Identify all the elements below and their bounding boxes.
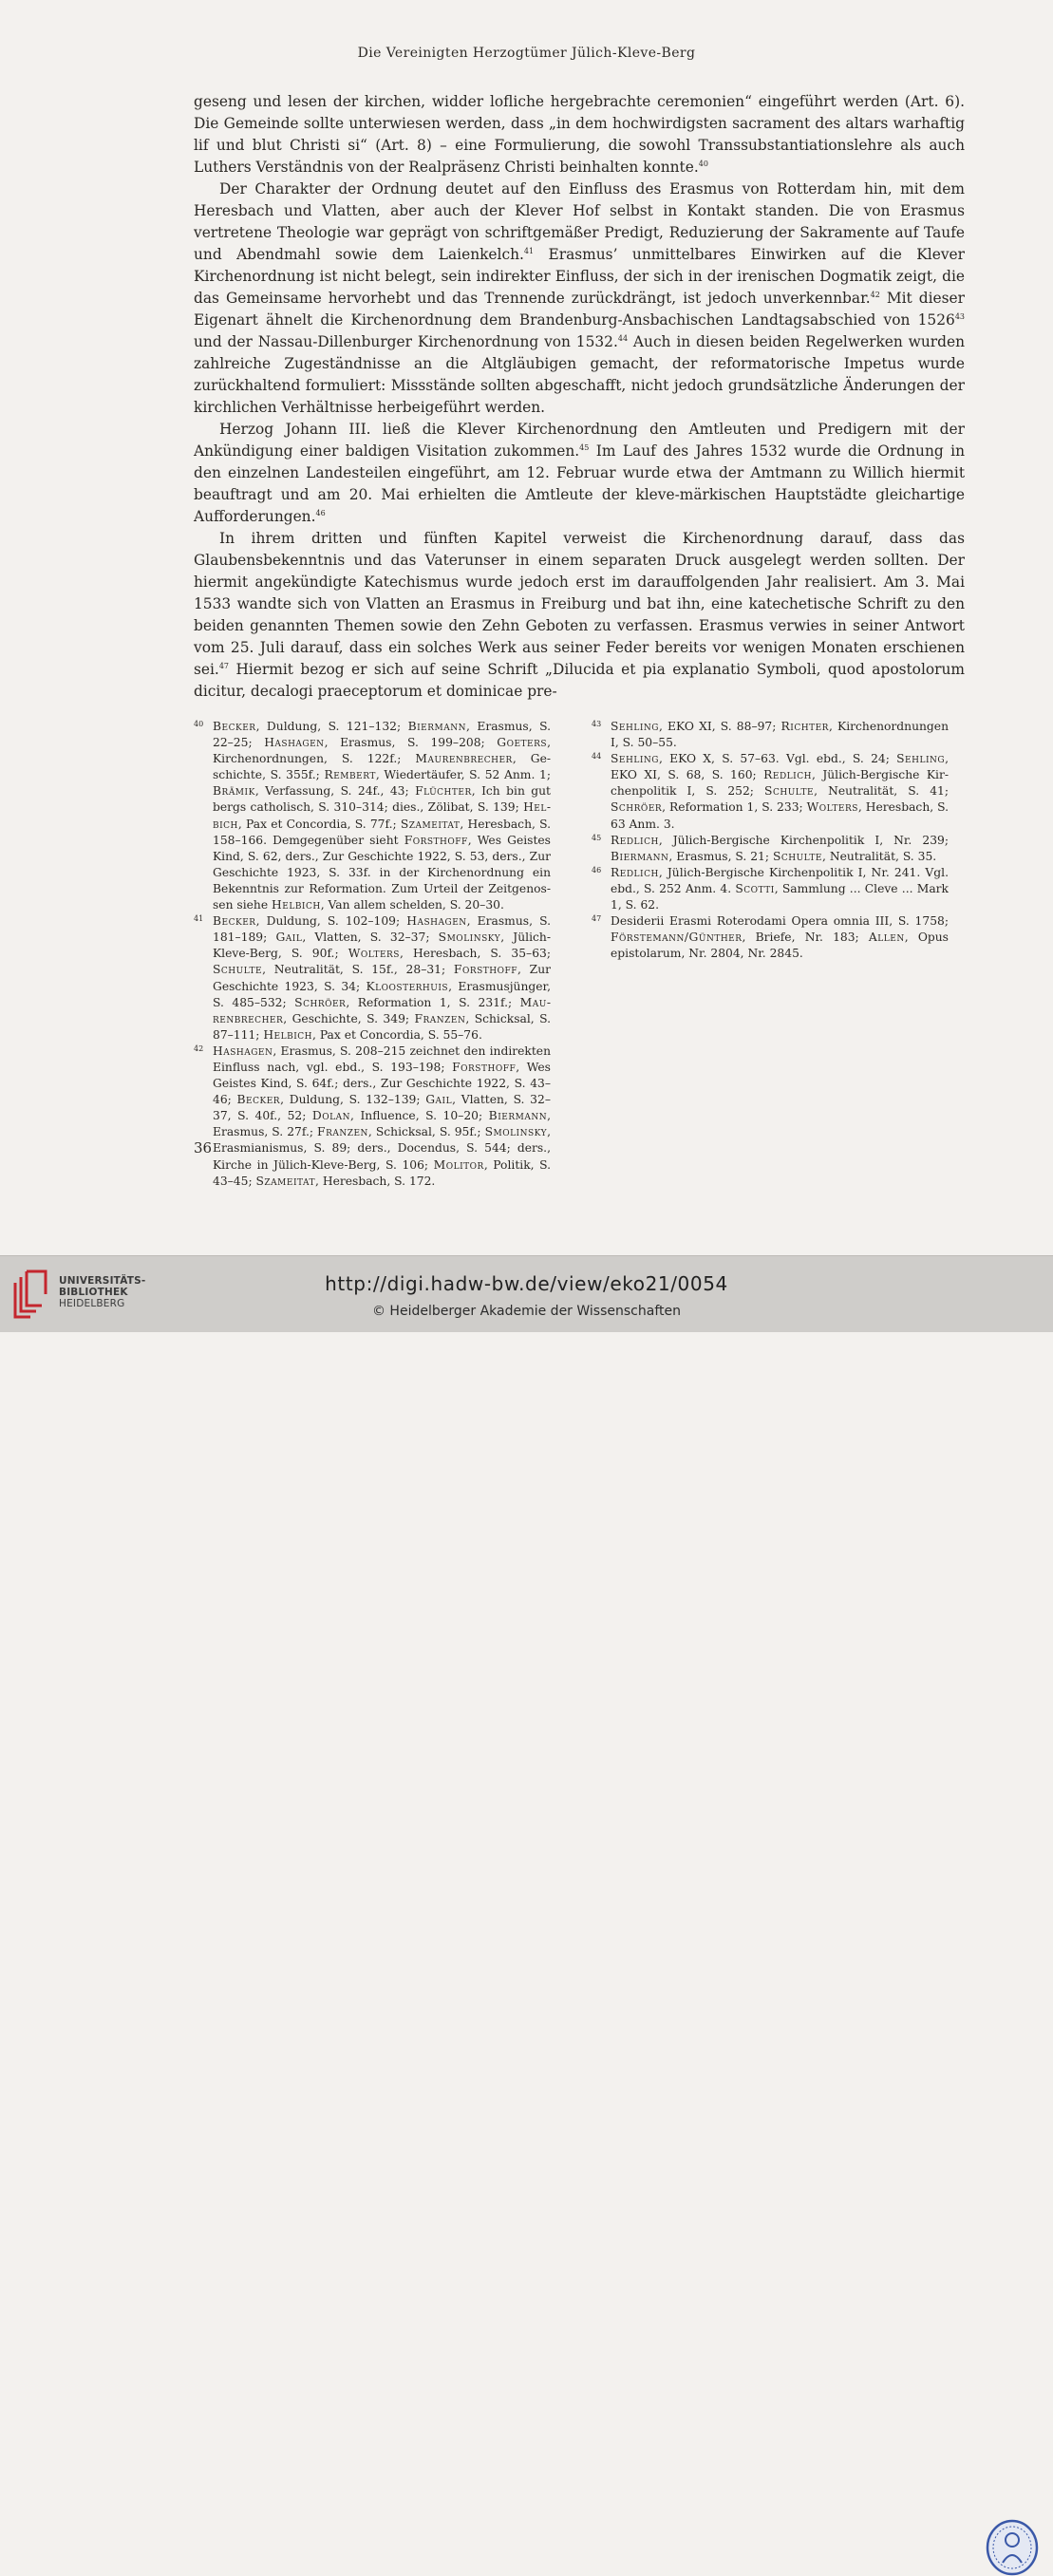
author-name: Hashagen xyxy=(264,736,325,750)
author-name: Gail xyxy=(425,1093,453,1107)
text-run: , Reformation 1, S. 233; xyxy=(662,800,807,815)
text-run: Hiermit bezog er sich auf seine Schrift „Dilucida et pia explanatio Symboli, quod apostolorum dicitur, decalogi praeceptorum et dominicae pre- xyxy=(194,661,965,700)
author-name: Redlich xyxy=(611,833,659,847)
paragraph xyxy=(194,528,965,703)
academy-seal-icon[interactable] xyxy=(986,2519,1039,2576)
author-name: Helbich xyxy=(213,800,551,831)
text-run: Im Lauf des Jahres 1532 wurde die Ordnung in den einzelnen Landesteilen eingeführt, am 12. Februar wurde etwa der Amtmann zu Willich hiermit beauftragt und am 20. Mai erhielten die Amtleute der kleve-märkischen Hauptstädte gleichartige Aufforderungen. xyxy=(194,442,965,525)
text-run: , Heresbach, S. 158–166. Demgegenüber sieht xyxy=(213,817,551,847)
footnote-text xyxy=(213,720,551,912)
text-run: , Neutralität, S. 41; xyxy=(814,784,949,799)
author-name: Wolters xyxy=(806,800,858,815)
document-page xyxy=(0,0,1053,1255)
footnote-number: 45 xyxy=(592,833,602,842)
author-name: Flüchter xyxy=(415,784,472,799)
footnote-number: 42 xyxy=(194,1044,204,1053)
author-name: Kloosterhuis xyxy=(366,979,449,993)
paragraph xyxy=(194,419,965,528)
author-name: Szameitat xyxy=(400,817,461,831)
text-run: , Erasmus, S. 21; xyxy=(668,849,773,863)
author-name: Hashagen xyxy=(213,1044,273,1058)
author-name: Smolinsky xyxy=(484,1125,548,1139)
text-run: Auch in diesen beiden Regelwerken wurden zahlreiche Zugeständnisse an die Altgläubigen gemacht, der reformatorische Impetus wurde zurückhaltend formuliert: Missstände sollten abgeschafft, nicht jedoch grundsätzliche Änderungen der kirchlichen Verhältnisse herbeigeführt werden. xyxy=(194,333,965,416)
footnote-43 xyxy=(592,719,949,751)
text-run: , Sammlung ... Cleve ... Mark 1, S. 62. xyxy=(611,881,949,912)
author-name: Richter xyxy=(780,720,829,733)
text-run: , Pax et Concordia, S. 77f.; xyxy=(237,817,401,831)
text-run: , Briefe, Nr. 183; xyxy=(742,931,869,945)
library-name-line: HEIDELBERG xyxy=(59,1298,125,1309)
footnote-text xyxy=(611,914,949,960)
text-run: , Erasmus, S. 199–208; xyxy=(324,736,498,750)
footnote-number: 47 xyxy=(592,914,602,924)
author-name: Förstemann/Günther xyxy=(611,931,743,945)
author-name: Helbich xyxy=(272,898,321,912)
text-run: , Jülich-Bergische Kirchenpolitik I, S. 252; xyxy=(611,768,949,799)
text-run: geseng und lesen der kirchen, widder lofliche hergebrachte ceremonien“ eingeführt werden (Art. 6). Die Gemeinde sollte unterwiesen werden, dass „in dem hochwirdigsten sacrament des altars warhaftig lif und blut Christi si“ (Art. 8) – eine Formulierung, die sowohl Transsubstantiationslehre als auch Luthers Verständnis von der Realpräsenz Christi beinhalten konnte. xyxy=(194,93,965,176)
text-run: , Van allem schelden, S. 20–30. xyxy=(320,898,504,912)
text-run: Herzog Johann III. ließ die Klever Kirchenordnung den Amtleuten und Predigern mit der Ankündigung einer baldigen Visitation zukommen. xyxy=(194,421,965,460)
text-run: , Jülich-Bergische Kirchenpolitik I, Nr. 239; xyxy=(658,833,949,847)
text-run: , Erasmus, S. 181–189; xyxy=(213,914,551,945)
author-name: Brämik xyxy=(213,784,255,799)
footnote-number: 46 xyxy=(592,865,602,874)
author-name: Hashagen xyxy=(406,914,467,929)
footnote-40 xyxy=(194,719,551,913)
text-run: , Duldung, S. 102–109; xyxy=(255,914,407,929)
footnote-number: 43 xyxy=(592,720,602,728)
text-run: , Heresbach, S. 63 Anm. 3. xyxy=(611,800,949,831)
author-name: Redlich xyxy=(763,768,812,782)
text-run: Mit dieser Eigenart ähnelt die Kirchenordnung dem Brandenburg-Ansbachischen Landtagsabschied von 1526 xyxy=(194,290,966,329)
text-run: , Zur Geschichte 1923, S. 34; xyxy=(213,963,551,993)
author-name: Smolinsky xyxy=(438,931,501,945)
text-run: , Schicksal, S. 95f.; xyxy=(367,1125,485,1139)
text-run: , Opus epistolarum, Nr. 2804, Nr. 2845. xyxy=(611,931,949,961)
text-run: und der Nassau-Dillenburger Kirchenordnung von 1532. xyxy=(194,333,618,350)
copyright-notice: © Heidelberger Akademie der Wissenschaften xyxy=(371,1304,681,1319)
author-name: Franzen xyxy=(317,1125,368,1139)
text-run: , Vlatten, S. 32–37, S. 40f., 52; xyxy=(213,1093,551,1123)
author-name: Biermann xyxy=(407,720,466,733)
author-name: Schulte xyxy=(764,784,815,799)
author-name: Biermann xyxy=(611,849,669,863)
text-run: , EKO XI, S. 68, S. 160; xyxy=(611,752,949,782)
author-name: Schröer xyxy=(611,800,663,815)
author-name: Helbich xyxy=(263,1027,313,1042)
footnote-ref: 47 xyxy=(218,662,230,670)
text-run: , Neutralität, S. 35. xyxy=(822,849,937,863)
footnote-text xyxy=(213,1044,551,1188)
author-name: Becker xyxy=(213,720,256,733)
page-number: 36 xyxy=(194,1139,213,1156)
text-run: , Geschichte, S. 355f.; xyxy=(213,752,551,782)
footnote-text xyxy=(611,834,949,863)
author-name: Redlich xyxy=(611,865,659,879)
author-name: Schulte xyxy=(772,849,822,863)
text-run: Desiderii Erasmi Roterodami Opera omnia III, S. 1758; xyxy=(611,914,949,929)
footnotes-right-column xyxy=(592,719,949,962)
text-run: , Erasmusjünger, S. 485–532; xyxy=(213,979,551,1009)
footnote-ref: 46 xyxy=(315,509,326,517)
author-name: Sehling xyxy=(611,752,659,766)
author-name: Maurenbrecher xyxy=(415,752,513,766)
text-run: , Kirchenordnungen, S. 122f.; xyxy=(213,736,551,766)
footnote-46 xyxy=(592,865,949,913)
text-run: , Duldung, S. 121–132; xyxy=(255,720,408,733)
text-run: , Neutralität, S. 15f., 28–31; xyxy=(262,963,454,977)
text-run: , Reformation 1, S. 231f.; xyxy=(346,995,520,1009)
author-name: Becker xyxy=(236,1093,281,1107)
text-run: , Erasmus, S. 208–215 zeichnet den indirekten Einfluss nach, vgl. ebd., S. 193–198; xyxy=(213,1044,551,1074)
author-name: Becker xyxy=(213,914,256,929)
author-name: Biermann xyxy=(488,1109,548,1123)
footnote-number: 40 xyxy=(194,720,204,728)
author-name: Maurenbrecher xyxy=(213,995,551,1025)
text-run: In ihrem dritten und fünften Kapitel verweist die Kirchenordnung darauf, dass das Glaubensbekenntnis und das Vaterunser in einem separaten Druck ausgelegt werden sollten. Der hiermit angekündigte Katechismus wurde jedoch erst im darauffolgenden Jahr realisiert. Am 3. Mai 1533 wandte sich von Vlatten an Erasmus in Freiburg und bat ihn, eine katechetische Schrift zu den beiden genannten Themen sowie den Zehn Geboten zu verfassen. Erasmus verwies in seiner Antwort vom 25. Juli darauf, dass ein solches Werk aus seiner Feder bereits vor wenigen Monaten erschienen sei. xyxy=(194,530,965,678)
text-run: , Kirchenordnungen I, S. 50–55. xyxy=(611,720,949,750)
author-name: Gail xyxy=(275,931,303,945)
footnote-ref: 45 xyxy=(579,443,590,452)
text-run: , Geschichte, S. 349; xyxy=(283,1011,415,1025)
text-run: , Duldung, S. 132–139; xyxy=(280,1093,426,1107)
footnote-ref: 41 xyxy=(523,247,535,255)
footnotes-left-column xyxy=(194,719,551,1190)
text-run: Der Charakter der Ordnung deutet auf den Einfluss des Erasmus von Rotterdam hin, mit dem Heresbach und Vlatten, aber auch der Klever Hof selbst in Kontakt standen. Die von Erasmus vertretene Theologie war geprägt von schriftgemäßer Predigt, Reduzierung der Sakramente auf Taufe und Abendmahl sowie dem Laienkelch. xyxy=(194,180,965,263)
author-name: Forsthoff xyxy=(404,833,468,847)
footnote-ref: 40 xyxy=(698,160,708,168)
library-name-line: BIBLIOTHEK xyxy=(59,1287,128,1298)
author-name: Scotti xyxy=(735,881,775,895)
text-run: , Schicksal, S. 87–111; xyxy=(213,1011,551,1042)
author-name: Forsthoff xyxy=(453,963,517,977)
author-name: Forsthoff xyxy=(452,1060,517,1074)
footnote-41 xyxy=(194,913,551,1044)
author-name: Szameitat xyxy=(255,1174,316,1188)
footnote-ref: 43 xyxy=(954,312,965,321)
library-name-line: UNIVERSITÄTS- xyxy=(59,1275,146,1287)
text-run: , Pax et Concordia, S. 55–76. xyxy=(312,1027,482,1042)
footnote-44 xyxy=(592,751,949,832)
footnote-ref: 44 xyxy=(617,334,629,343)
footnote-45 xyxy=(592,833,949,865)
footnote-text xyxy=(611,866,949,912)
running-head: Die Vereinigten Herzogtümer Jülich-Kleve-Berg xyxy=(357,46,696,61)
text-run: , Wes Geistes Kind, S. 64f.; ders., Zur Geschichte 1922, S. 43–46; xyxy=(213,1060,551,1107)
author-name: Franzen xyxy=(414,1011,466,1025)
author-name: Goeters xyxy=(497,736,548,750)
footnote-text xyxy=(611,720,949,749)
paragraph xyxy=(194,91,965,179)
text-run: , Jülich-Kleve-Berg, S. 90f.; xyxy=(213,931,551,961)
author-name: Allen xyxy=(868,931,905,945)
text-run: , Wes Geistes Kind, S. 62, ders., Zur Geschichte 1922, S. 53, ders., Zur Geschichte 1923, S. 33f. in der Kirchenordnung ein Bekenntnis zur Reformation. Zum Urteil der Zeitgenossen siehe xyxy=(213,833,551,912)
footnote-number: 41 xyxy=(194,914,204,924)
text-run: , Influence, S. 10–20; xyxy=(350,1109,489,1123)
author-name: Sehling xyxy=(896,752,946,766)
text-run: , Erasmus, S. 27f.; xyxy=(213,1109,551,1139)
author-name: Dolan xyxy=(311,1109,351,1123)
text-run: , Vlatten, S. 32–37; xyxy=(302,931,439,945)
footnote-text xyxy=(611,752,949,830)
footnote-ref: 42 xyxy=(870,291,880,299)
text-run: Erasmus’ unmittelbares Einwirken auf die Klever Kirchenordnung ist nicht belegt, sein indirekter Einfluss, der sich in der irenischen Dogmatik zeigt, die das Gemeinsame hervorhebt und das Trennende zurückdrängt, ist jedoch unverkennbar. xyxy=(194,246,965,307)
footnote-text xyxy=(213,914,551,1042)
text-run: , Ich bin gut bergs catholisch, S. 310–314; dies., Zölibat, S. 139; xyxy=(213,784,552,815)
text-run: , EKO X, S. 57–63. Vgl. ebd., S. 24; xyxy=(658,752,897,766)
author-name: Molitor xyxy=(433,1157,484,1172)
footnote-number: 44 xyxy=(592,752,602,762)
text-run: , Verfassung, S. 24f., 43; xyxy=(254,784,416,799)
text-run: , EKO XI, S. 88–97; xyxy=(658,720,781,733)
author-name: Schulte xyxy=(213,963,263,977)
text-run: , Politik, S. 43–45; xyxy=(213,1157,551,1188)
document-url-link[interactable]: http://digi.hadw-bw.de/view/eko21/0054 xyxy=(325,1272,728,1295)
text-run: , Wiedertäufer, S. 52 Anm. 1; xyxy=(375,768,551,782)
text-run: , Erasmus, S. 22–25; xyxy=(213,720,551,750)
main-text xyxy=(194,91,965,703)
text-run: , Erasmianismus, S. 89; ders., Docendus, S. 544; ders., Kirche in Jülich-Kleve-Berg, S. 106; xyxy=(213,1125,551,1172)
footnote-42 xyxy=(194,1044,551,1190)
author-name: Wolters xyxy=(348,947,400,961)
text-run: , Heresbach, S. 35–63; xyxy=(399,947,551,961)
author-name: Rembert xyxy=(324,768,376,782)
text-run: , Jülich-Bergische Kirchenpolitik I, Nr. 241. Vgl. ebd., S. 252 Anm. 4. xyxy=(611,865,949,895)
author-name: Sehling xyxy=(611,720,659,733)
text-run: , Heresbach, S. 172. xyxy=(315,1174,436,1188)
paragraph xyxy=(194,179,965,419)
author-name: Schröer xyxy=(294,995,347,1009)
footnote-47 xyxy=(592,913,949,962)
